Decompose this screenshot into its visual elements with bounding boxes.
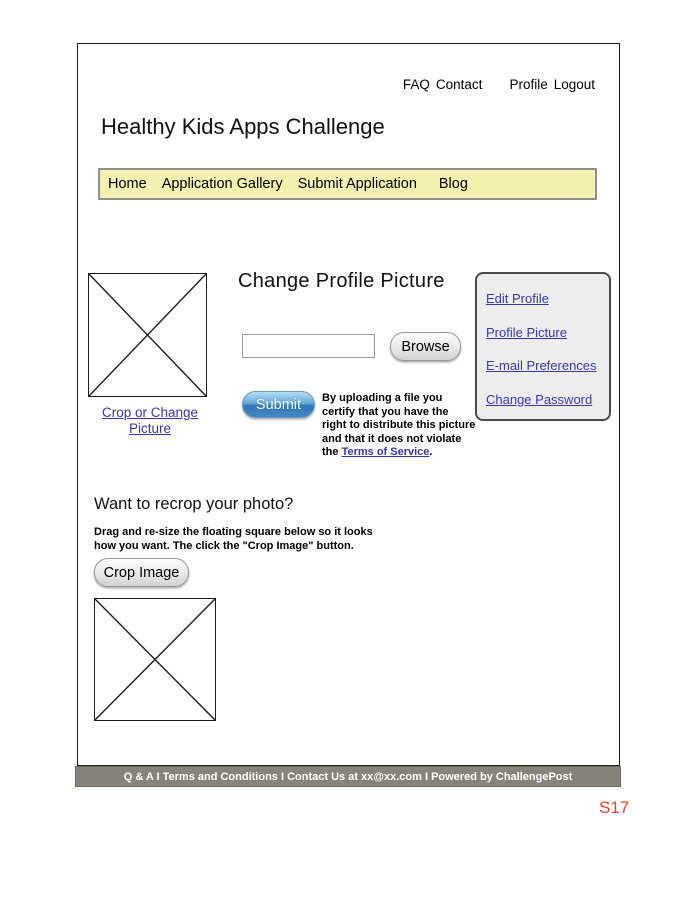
- crop-or-change-line2: Picture: [128, 421, 172, 436]
- nav-item-blog[interactable]: Blog: [438, 176, 468, 192]
- image-placeholder-x-icon: [95, 599, 215, 720]
- terms-of-service-link[interactable]: Terms of Service: [341, 446, 430, 458]
- recrop-description-line: Drag and re-size the floating square below so it looks: [94, 526, 373, 538]
- site-title: Healthy Kids Apps Challenge: [101, 114, 385, 139]
- crop-or-change-line1: Crop or Change: [101, 405, 199, 420]
- browse-button[interactable]: Browse: [390, 332, 461, 361]
- recrop-heading: Want to recrop your photo?: [94, 495, 294, 513]
- footer-bar: [75, 766, 621, 787]
- faq-link[interactable]: FAQ: [402, 77, 430, 92]
- certify-text: [322, 392, 482, 460]
- page-frame: [77, 43, 620, 766]
- certify-last-line: [322, 446, 482, 460]
- account-settings-sidebar: [475, 272, 611, 421]
- slide-number: S17: [599, 798, 630, 817]
- sidebar-link-email-preferences[interactable]: E-mail Preferences: [486, 358, 597, 373]
- certify-line: right to distribute this picture: [322, 419, 476, 431]
- nav-item-home[interactable]: Home: [108, 176, 147, 192]
- footer-text: Q & A I Terms and Conditions I Contact Us at xx@xx.com I Powered by ChallengePost: [123, 770, 573, 783]
- certify-line: and that it does not violate: [322, 432, 462, 445]
- recrop-image-placeholder[interactable]: [94, 598, 216, 721]
- main-nav: [98, 168, 597, 200]
- profile-picture-placeholder: [88, 273, 207, 397]
- profile-link[interactable]: Profile: [509, 77, 548, 92]
- contact-link[interactable]: Contact: [435, 77, 483, 92]
- certify-line: By uploading a file you: [322, 392, 443, 404]
- certify-last-suffix: .: [429, 446, 433, 458]
- crop-or-change-picture-link[interactable]: [78, 405, 222, 437]
- sidebar-link-edit-profile[interactable]: Edit Profile: [486, 291, 549, 306]
- recrop-description-line: how you want. The click the "Crop Image" button.: [94, 540, 354, 552]
- nav-item-submit-application[interactable]: Submit Application: [297, 176, 417, 192]
- page-heading: Change Profile Picture: [238, 270, 445, 292]
- recrop-description: [94, 525, 373, 553]
- certify-last-prefix: the: [322, 446, 342, 458]
- header-links: [403, 77, 595, 92]
- submit-button[interactable]: Submit: [242, 391, 315, 418]
- sidebar-link-profile-picture[interactable]: Profile Picture: [486, 324, 567, 340]
- logout-link[interactable]: Logout: [553, 77, 595, 92]
- nav-item-application-gallery[interactable]: Application Gallery: [161, 176, 283, 192]
- crop-image-button[interactable]: Crop Image: [94, 558, 189, 587]
- certify-line: certify that you have the: [322, 405, 449, 418]
- file-path-input[interactable]: [242, 334, 375, 358]
- image-placeholder-x-icon: [89, 274, 206, 396]
- sidebar-link-change-password[interactable]: Change Password: [486, 391, 593, 407]
